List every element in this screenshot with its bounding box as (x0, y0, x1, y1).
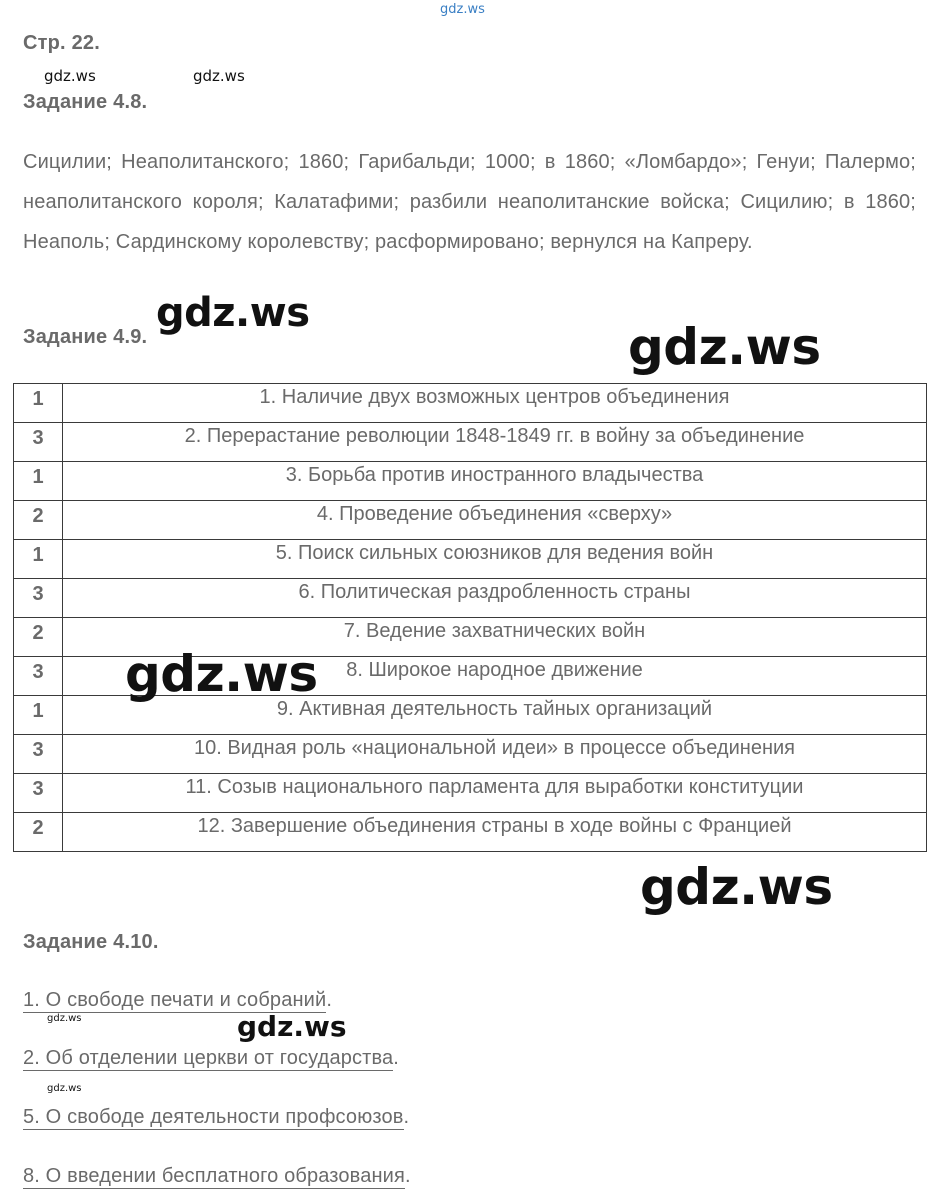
table-row (14, 462, 927, 501)
watermark: gdz.ws (47, 1013, 82, 1024)
row-text: 3. Борьба против иностранного владычества (63, 462, 927, 501)
row-text: 9. Активная деятельность тайных организаций (63, 696, 927, 735)
row-number: 1 (14, 384, 63, 423)
table-row (14, 540, 927, 579)
row-text: 8. Широкое народное движение (63, 657, 927, 696)
row-text: 12. Завершение объединения страны в ходе войны с Францией (63, 813, 927, 852)
row-text: 4. Проведение объединения «сверху» (63, 501, 927, 540)
watermark: gdz.ws (156, 290, 310, 336)
row-number: 1 (14, 696, 63, 735)
task-4-8-title: Задание 4.8. (23, 91, 148, 113)
table-row (14, 423, 927, 462)
row-number: 3 (14, 579, 63, 618)
watermark: gdz.ws (193, 67, 245, 85)
table-row (14, 774, 927, 813)
watermark: gdz.ws (47, 1083, 82, 1094)
row-number: 3 (14, 774, 63, 813)
table-row (14, 501, 927, 540)
row-number: 2 (14, 501, 63, 540)
watermark: gdz.ws (640, 858, 833, 916)
task-4-10-title: Задание 4.10. (23, 931, 159, 953)
row-text: 2. Перерастание революции 1848-1849 гг. в войну за объединение (63, 423, 927, 462)
watermark: gdz.ws (44, 67, 96, 85)
row-number: 2 (14, 618, 63, 657)
answer-item: 8. О введении бесплатного образования. (23, 1165, 411, 1187)
row-text: 6. Политическая раздробленность страны (63, 579, 927, 618)
row-text: 5. Поиск сильных союзников для ведения войн (63, 540, 927, 579)
row-text: 11. Созыв национального парламента для выработки конституции (63, 774, 927, 813)
row-number: 3 (14, 657, 63, 696)
row-number: 3 (14, 423, 63, 462)
answer-item: 2. Об отделении церкви от государства. (23, 1047, 400, 1069)
table-row (14, 579, 927, 618)
table-row (14, 384, 927, 423)
row-number: 1 (14, 540, 63, 579)
task-4-8-text: Сицилии; Неаполитанского; 1860; Гарибальди; 1000; в 1860; «Ломбардо»; Генуи; Палермо; неаполитанского короля; Калатафими; разбили неаполитанские войска; Сицилию; в 1860; Неаполь; Сардинскому королевству; расформировано; вернулся на Капреру. (23, 151, 916, 253)
watermark-top: gdz.ws (440, 2, 485, 17)
task-4-9-title: Задание 4.9. (23, 326, 148, 348)
row-text: 10. Видная роль «национальной идеи» в процессе объединения (63, 735, 927, 774)
row-text: 7. Ведение захватнических войн (63, 618, 927, 657)
row-number: 1 (14, 462, 63, 501)
answer-item: 5. О свободе деятельности профсоюзов. (23, 1106, 410, 1128)
page-header: Стр. 22. (23, 32, 100, 54)
row-number: 2 (14, 813, 63, 852)
watermark: gdz.ws (628, 318, 821, 376)
watermark: gdz.ws (237, 1010, 347, 1043)
task-4-9-table (13, 383, 927, 852)
row-number: 3 (14, 735, 63, 774)
row-text: 1. Наличие двух возможных центров объединения (63, 384, 927, 423)
answer-item: 1. О свободе печати и собраний. (23, 989, 333, 1011)
table-row (14, 813, 927, 852)
watermark: gdz.ws (125, 645, 318, 703)
table-row (14, 735, 927, 774)
